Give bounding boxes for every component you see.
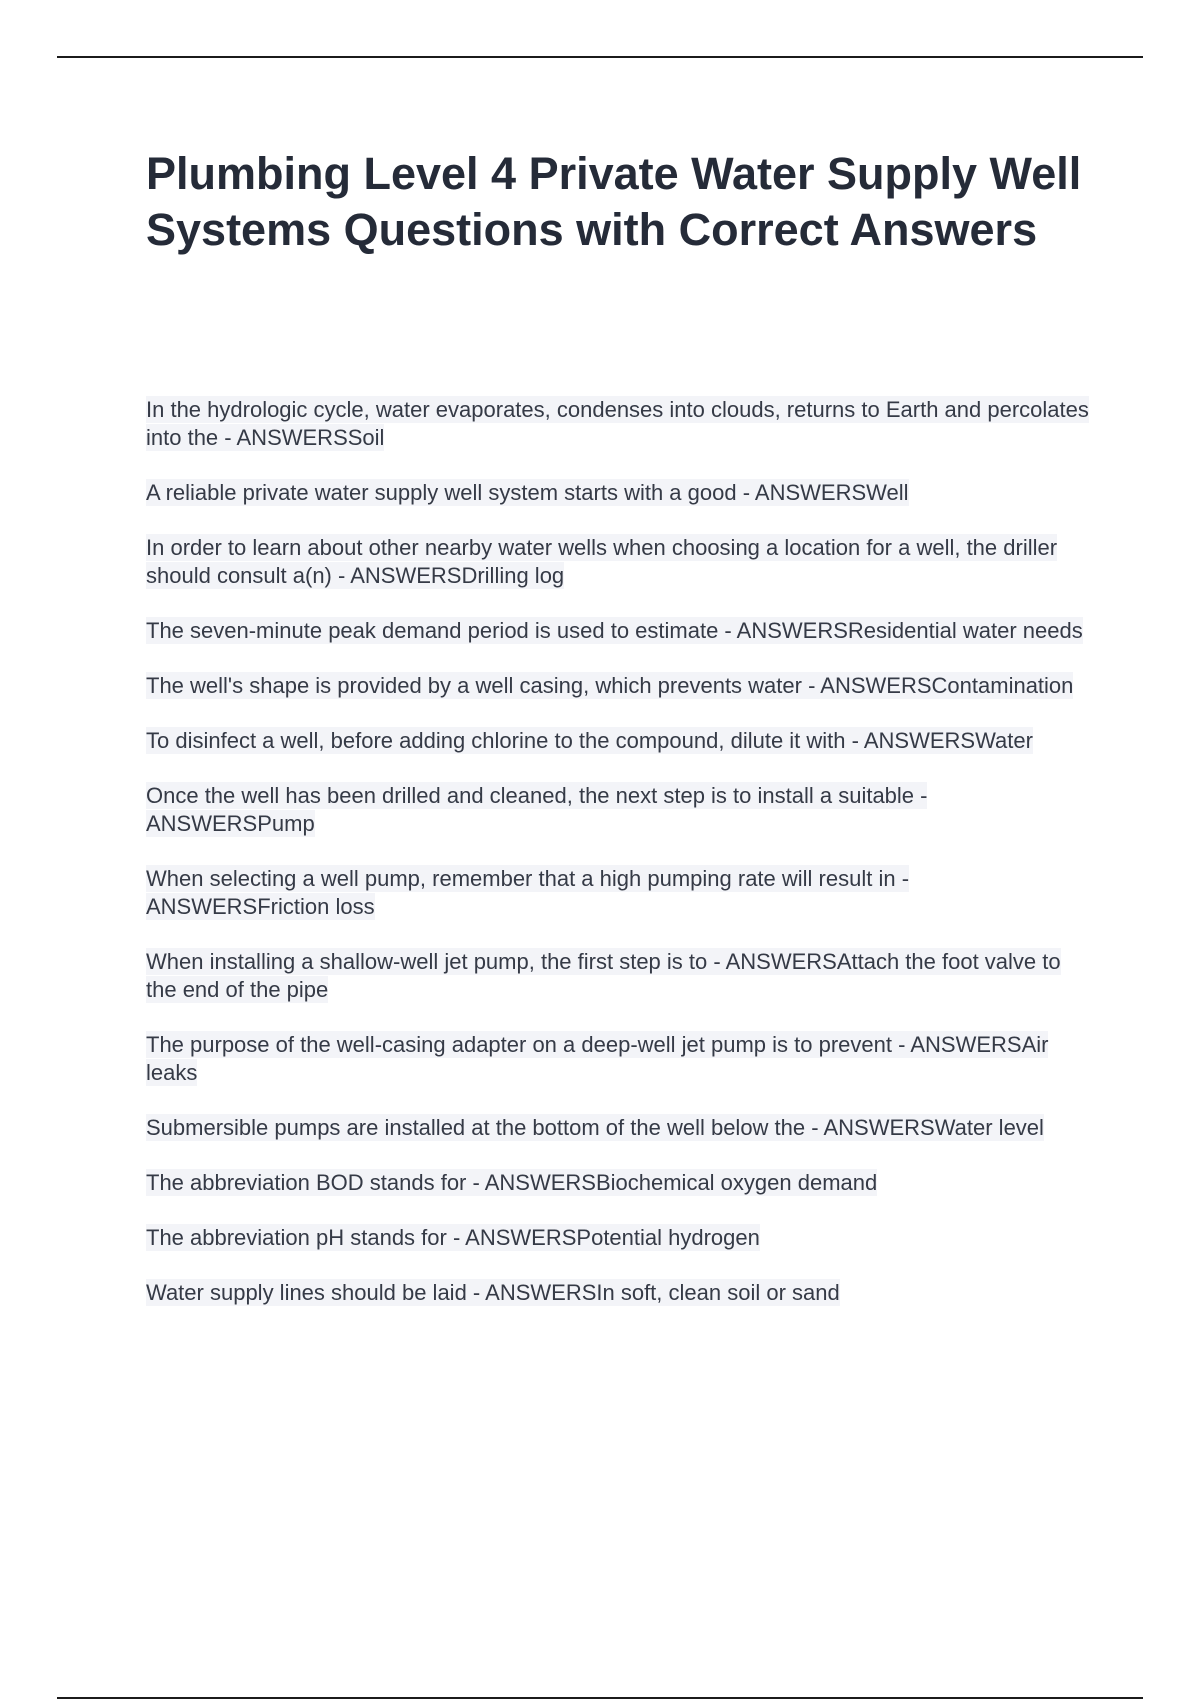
question-text: The seven-minute peak demand period is used to estimate - ANSWERSResidential water needs: [146, 618, 1083, 643]
list-item: [146, 1224, 1090, 1252]
question-text: To disinfect a well, before adding chlorine to the compound, dilute it with - ANSWERSWater: [146, 728, 1033, 753]
list-item: [146, 617, 1090, 645]
list-item: [146, 948, 1090, 1004]
question-text: The abbreviation BOD stands for - ANSWERSBiochemical oxygen demand: [146, 1170, 878, 1195]
question-text: Submersible pumps are installed at the bottom of the well below the - ANSWERSWater level: [146, 1115, 1044, 1140]
question-text: When selecting a well pump, remember that a high pumping rate will result in - ANSWERSFriction loss: [146, 866, 910, 919]
question-text: In the hydrologic cycle, water evaporates, condenses into clouds, returns to Earth and percolates into the - ANSWERSSoil: [146, 397, 1089, 450]
bottom-rule: [57, 1697, 1143, 1699]
list-item: [146, 1279, 1090, 1307]
question-text: A reliable private water supply well system starts with a good - ANSWERSWell: [146, 480, 909, 505]
list-item: [146, 672, 1090, 700]
list-item: [146, 865, 1090, 921]
list-item: [146, 396, 1090, 452]
question-text: The well's shape is provided by a well casing, which prevents water - ANSWERSContamination: [146, 673, 1074, 698]
question-text: Water supply lines should be laid - ANSWERSIn soft, clean soil or sand: [146, 1280, 840, 1305]
question-text: When installing a shallow-well jet pump, the first step is to - ANSWERSAttach the foot valve to the end of the pipe: [146, 949, 1061, 1002]
list-item: [146, 782, 1090, 838]
list-item: [146, 1114, 1090, 1142]
list-item: [146, 1031, 1090, 1087]
list-item: [146, 727, 1090, 755]
question-text: The purpose of the well-casing adapter on a deep-well jet pump is to prevent - ANSWERSAir leaks: [146, 1032, 1049, 1085]
page-title: Plumbing Level 4 Private Water Supply Well Systems Questions with Correct Answers: [146, 148, 1082, 255]
question-text: In order to learn about other nearby water wells when choosing a location for a well, the driller should consult a(n) - ANSWERSDrilling log: [146, 535, 1058, 588]
top-rule: [57, 56, 1143, 58]
list-item: [146, 1169, 1090, 1197]
list-item: [146, 534, 1090, 590]
question-list: [146, 396, 1090, 1334]
question-text: The abbreviation pH stands for - ANSWERSPotential hydrogen: [146, 1225, 760, 1250]
list-item: [146, 479, 1090, 507]
question-text: Once the well has been drilled and cleaned, the next step is to install a suitable - ANSWERSPump: [146, 783, 928, 836]
